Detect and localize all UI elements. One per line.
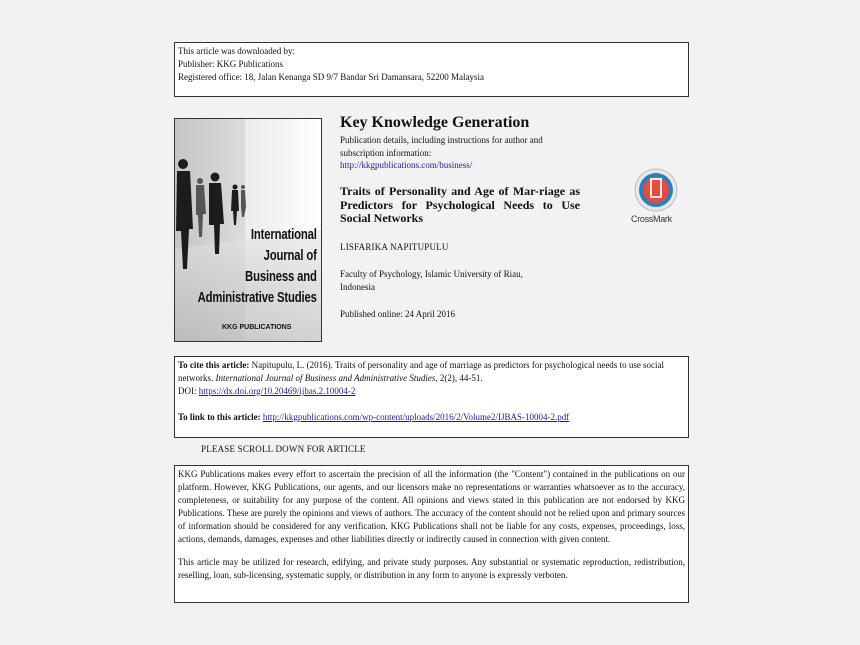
article-link[interactable]: http://kkgpublications.com/wp-content/uploads/2016/2/Volume2/IJBAS-10004-2.pdf [262,412,570,422]
doi-label: DOI: [178,386,199,396]
cover-title [198,225,317,309]
publication-details: Publication details, including instructions for author and subscription information: [340,135,543,158]
doi-line [178,385,685,398]
article-title: Traits of Personality and Age of Mar-riage as Predictors for Psychological Needs to Use Social Networks [340,184,580,225]
author-affiliation: Faculty of Psychology, Islamic University of Riau, Indonesia [340,269,523,292]
usage-paragraph: This article may be utilized for research, edifying, and private study purposes. Any substantial or systematic reproduction, redistribution, reselling, loan, sub-licensing, systematic supply, or distribution in any form to anyone is expressly verboten. [178,557,685,580]
journal-link[interactable]: http://kkgpublications.com/business/ [340,160,473,170]
citation-box [174,356,689,438]
cover-publisher: KKG PUBLICATIONS [222,324,292,331]
doi-link[interactable]: https://dx.doi.org/10.20469/ijbas.2.10004-2 [198,386,356,396]
cover-title-line: Business and [245,269,317,285]
publisher-line: Publisher: KKG Publications [178,59,283,69]
disclaimer-paragraph: KKG Publications makes every effort to ascertain the precision of all the information (the "Content") contained in the publications on our platform. However, KKG Publications, our agents, and our licensors make no representations or warranties whatsoever as to the accuracy, completeness, or suitability for any purpose of the content. All opinions and views stated in this publication are not endorsed by KKG Publications. These are purely the opinions and views of authors. The accuracy of the content should not be relied upon and primary sources of information should be considered for any verification. KKG Publications shall not be liable for any costs, expenses, proceedings, loss, actions, demands, damages, expenses and other liabilities directly or indirectly caused in connection with given content. [178,469,685,544]
cover-title-line: Administrative Studies [197,290,317,306]
cite-journal: International Journal of Business and Administrative Studies, [215,373,438,383]
cite-text: Napitupulu, L. (2016). Traits of personality and age of marriage as predictors for psychological needs to use social networks. [178,360,665,383]
download-info-box [174,42,689,97]
link-label: To link to this article: [178,412,261,422]
disclaimer-box [174,465,689,603]
published-date: Published online: 24 April 2016 [340,309,456,319]
download-info-line: This article was downloaded by: [178,46,295,56]
citation-text [178,359,685,385]
link-line [178,411,685,424]
cover-title-line: International [251,227,317,243]
cover-title-line: Journal of [263,248,317,264]
registered-office-line: Registered office: 18, Jalan Kenanga SD 9/7 Bandar Sri Damansara, 52200 Malaysia [178,72,484,82]
journal-cover [174,118,322,342]
cite-label: To cite this article: [178,360,250,370]
article-author: LISFARIKA NAPITUPULU [340,242,449,252]
scroll-note: PLEASE SCROLL DOWN FOR ARTICLE [201,444,366,454]
journal-name: Key Knowledge Generation [340,114,530,131]
crossmark-label: CrossMark [631,214,672,224]
cite-volume: 2(2), 44-51. [437,373,483,383]
